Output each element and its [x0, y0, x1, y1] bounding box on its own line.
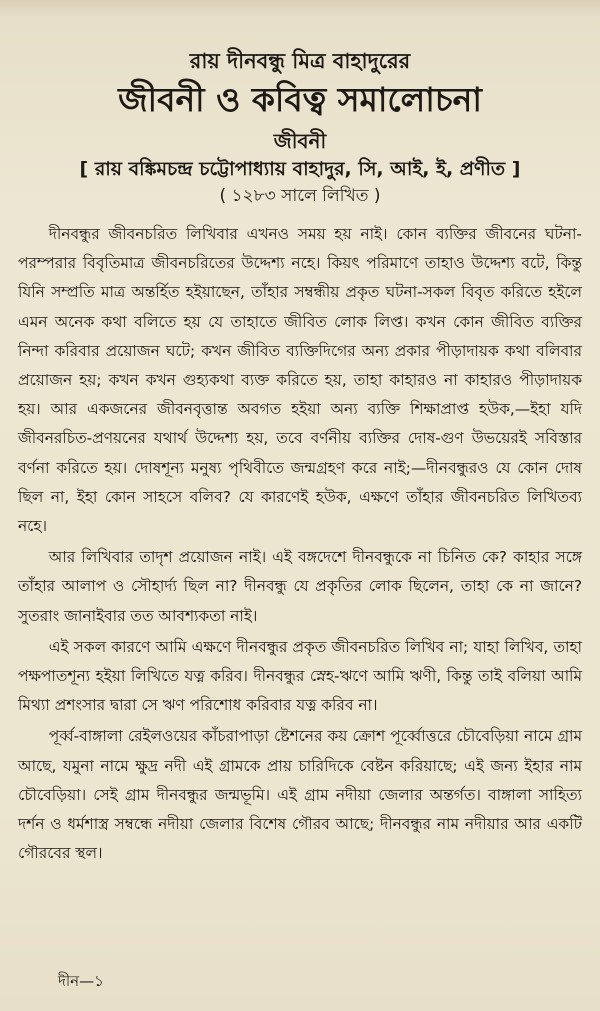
- written-year: ( ১২৮৩ সালে লিখিত ): [219, 186, 381, 206]
- paragraph: দীনবন্ধুর জীবনচরিত লিখিবার এখনও সময় হয় নাই। কোন ব্যক্তির জীবনের ঘটনা-পরম্পরার বিবৃতিমাত্র জীবনচরিতের উদ্দেশ্য নহে। কিয়ৎ পরিমাণে তাহাও উদ্দেশ্য বটে, কিন্তু যিনি সম্প্রতি মাত্র অন্তর্হিত হইয়াছেন, তাঁহার সম্বন্ধীয় প্রকৃত ঘটনা-সকল বিবৃত করিতে হইলে এমন অনেক কথা বলিতে হয় যে তাহাতে জীবিত লোক লিপ্ত। কখন কোন জীবিত ব্যক্তির নিন্দা করিবার প্রয়োজন ঘটে; কখন জীবিত ব্যক্তিদিগের অন্য প্রকার পীড়াদায়ক কথা বলিবার প্রয়োজন হয়; কখন কখন গুহ্যকথা ব্যক্ত করিতে হয়, তাহা কাহারও না কাহারও পীড়াদায়ক হয়। আর একজনের জীবনবৃত্তান্ত অবগত হইয়া অন্য ব্যক্তি শিক্ষাপ্রাপ্ত হউক,—ইহা যদি জীবনরচিত-প্রণয়নের যথার্থ উদ্দেশ্য হয়, তবে বর্ণনীয় ব্যক্তির দোষ-গুণ উভয়েরই সবিস্তার বর্ণনা করিতে হয়। দোষশূন্য মনুষ্য পৃথিবীতে জন্মগ্রহণ করে নাই;—দীনবন্ধুরও যে কোন দোষ ছিল না, ইহা কোন সাহসে বলিব? যে কারণেই হউক, এক্ষণে তাঁহার জীবনচরিত লিখিতব্য নহে।: [18, 225, 582, 536]
- paragraph: পূর্ব্ব-বাঙ্গালা রেইলওয়ের কাঁচরাপাড়া ষ্টেশনের কয় ক্রোশ পূর্ব্বোত্তরে চৌবেড়িয়া নামে গ্রাম আছে, যমুনা নামে ক্ষুদ্র নদী এই গ্রামকে প্রায় চারিদিকে বেষ্টন করিয়াছে; এই জন্য ইহার নাম চৌবেড়িয়া। সেই গ্রাম দীনবন্ধুর জন্মভূমি। এই গ্রাম নদীয়া জেলার অন্তর্গত। বাঙ্গালা সাহিত্য দর্শন ও ধর্মশাস্ত্র সম্বন্ধে নদীয়া জেলার বিশেষ গৌরব আছে; দীনবন্ধুর নাম নদীয়ার আর একটি গৌরবের স্থল।: [18, 727, 582, 863]
- paragraph: আর লিখিবার তাদৃশ প্রয়োজন নাই। এই বঙ্গদেশে দীনবন্ধুকে না চিনিত কে? কাহার সঙ্গে তাঁহার আলাপ ও সৌহার্দ্য ছিল না? দীনবন্ধু যে প্রকৃতির লোক ছিলেন, তাহা কে না জানে? সুতরাং জানাইবার তত আবশ্যকতা নাই।: [18, 548, 582, 625]
- body-text: [18, 220, 582, 868]
- page-title: জীবনী ও কবিত্ব সমালোচনা: [118, 80, 482, 119]
- author-byline: [ রায় বঙ্কিমচন্দ্র চট্টোপাধ্যায় বাহাদুর, সি, আই, ই, প্রণীত ]: [79, 158, 521, 180]
- heading-subtitle: রায় দীনবন্ধু মিত্র বাহাদুরের: [189, 49, 411, 73]
- page-heading: [18, 48, 582, 208]
- section-label: জীবনী: [273, 129, 327, 153]
- page-signature: দীন—১: [58, 972, 104, 990]
- paragraph: এই সকল কারণে আমি এক্ষণে দীনবন্ধুর প্রকৃত জীবনচরিত লিখিব না; যাহা লিখিব, তাহা পক্ষপাতশূন্য হইয়া লিখিতে যত্ন করিব। দীনবন্ধুর স্নেহ-ঋণে আমি ঋণী, কিন্তু তাই বলিয়া আমি মিথ্যা প্রশংসার দ্বারা সে ঋণ পরিশোধ করিবার যত্ন করিব না।: [18, 637, 582, 715]
- bleed-through-strip: [0, 0, 600, 18]
